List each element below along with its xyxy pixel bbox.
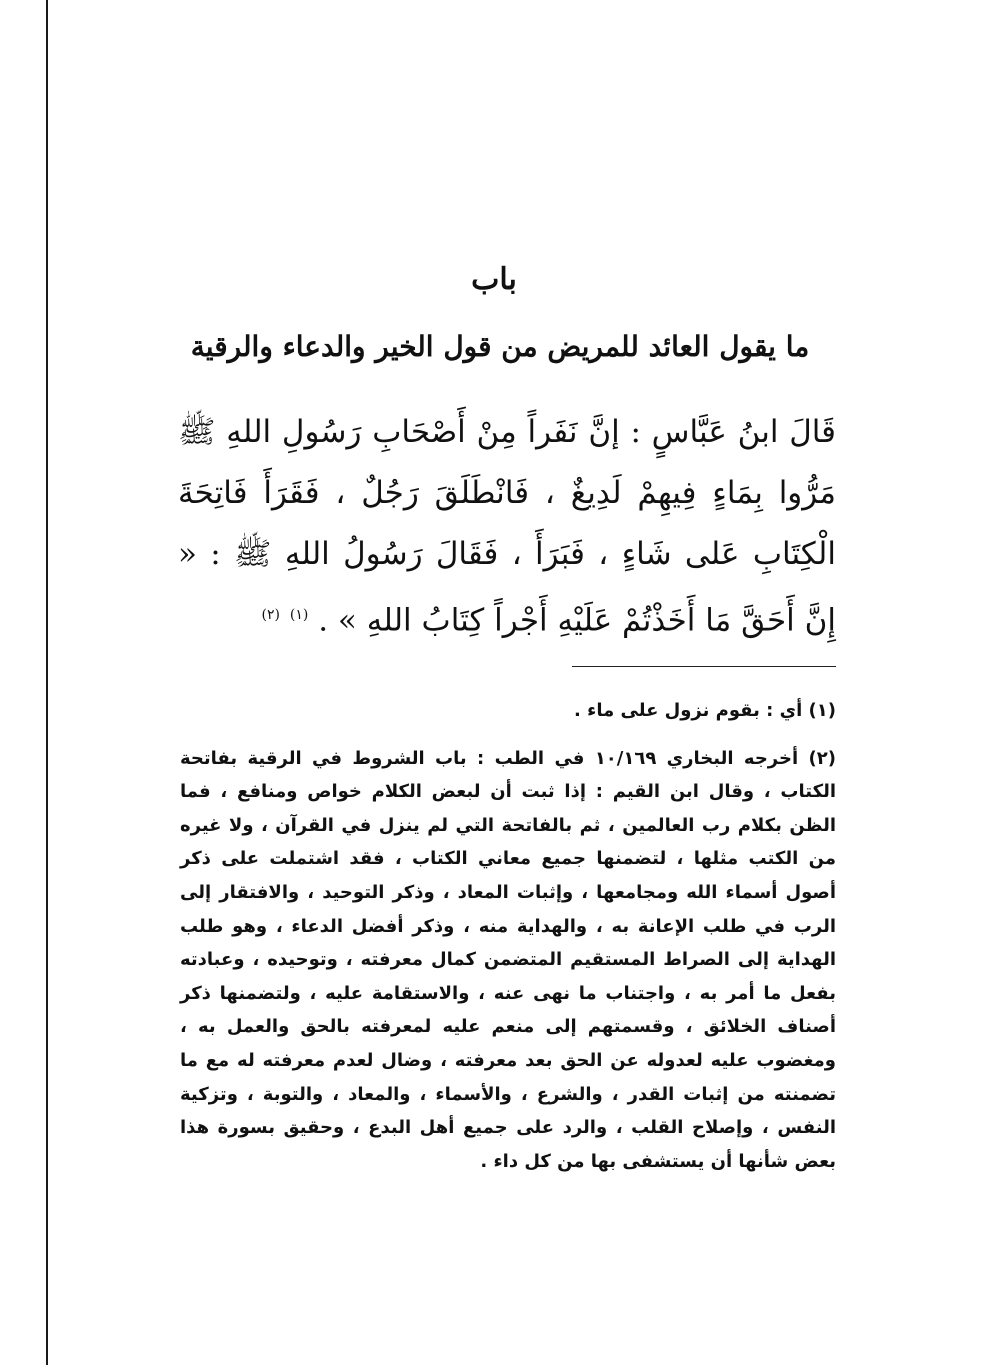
footnote-number: (١) xyxy=(808,700,836,721)
footnote-ref-1: (١) xyxy=(289,607,309,623)
footnote-ref-2: (٢) xyxy=(261,607,281,623)
footnote-number: (٢) xyxy=(808,747,836,769)
footnote-1 xyxy=(180,694,836,728)
chapter-title: ما يقول العائد للمريض من قول الخير والدعاء والرقية xyxy=(190,330,810,363)
hadith-text-block xyxy=(178,402,836,651)
hadith-text: قَالَ ابنُ عَبَّاسٍ : إنَّ نَفَراً مِنْ أَصْحَابِ رَسُولِ اللهِ ﷺ مَرُّوا بِمَاءٍ فِيهِمْ لَدِيغٌ ، فَانْطَلَقَ رَجُلٌ ، فَقَرَأَ فَاتِحَةَ الْكِتَابِ عَلى شَاءٍ ، فَبَرَأَ ، فَقَالَ رَسُولُ اللهِ ﷺ : « إِنَّ أَحَقَّ مَا أَخَذْتُمْ عَلَيْهِ أَجْراً كِتَابُ اللهِ » . xyxy=(178,414,836,639)
footnotes-section xyxy=(180,694,836,1192)
footnote-divider xyxy=(572,666,836,667)
footnote-text: أي : بقوم نزول على ماء . xyxy=(574,700,803,721)
footnote-text: أخرجه البخاري ١٠/١٦٩ في الطب : باب الشروط في الرقية بفاتحة الكتاب ، وقال ابن القيم : إذا ثبت أن لبعض الكلام خواص ومنافع ، فما الظن بكلام رب العالمين ، ثم بالفاتحة التي لم ينزل في القرآن ، ولا غيره من الكتب مثلها ، لتضمنها جميع معاني الكتاب ، فقد اشتملت على ذكر أصول أسماء الله ومجامعها ، وإثبات المعاد ، وذكر التوحيد ، والافتقار إلى الرب في طلب الإعانة به ، والهداية منه ، وذكر أفضل الدعاء ، وهو طلب الهداية إلى الصراط المستقيم المتضمن كمال معرفته ، وتوحيده ، وعبادته بفعل ما أمر به ، واجتناب ما نهى عنه ، والاستقامة عليه ، ولتضمنها ذكر أصناف الخلائق ، وقسمتهم إلى منعم عليه لمعرفته بالحق والعمل به ، ومغضوب عليه لعدوله عن الحق بعد معرفته ، وضال لعدم معرفته له مع ما تضمنته من إثبات القدر ، والشرع ، والأسماء ، والمعاد ، والتوبة ، وتزكية النفس ، وإصلاح القلب ، والرد على جميع أهل البدع ، وحقيق بسورة هذا بعض شأنها أن يستشفى بها من كل داء . xyxy=(180,747,836,1172)
chapter-heading: باب xyxy=(471,262,517,297)
page-edge-line xyxy=(46,0,48,1365)
footnote-2 xyxy=(180,742,836,1179)
